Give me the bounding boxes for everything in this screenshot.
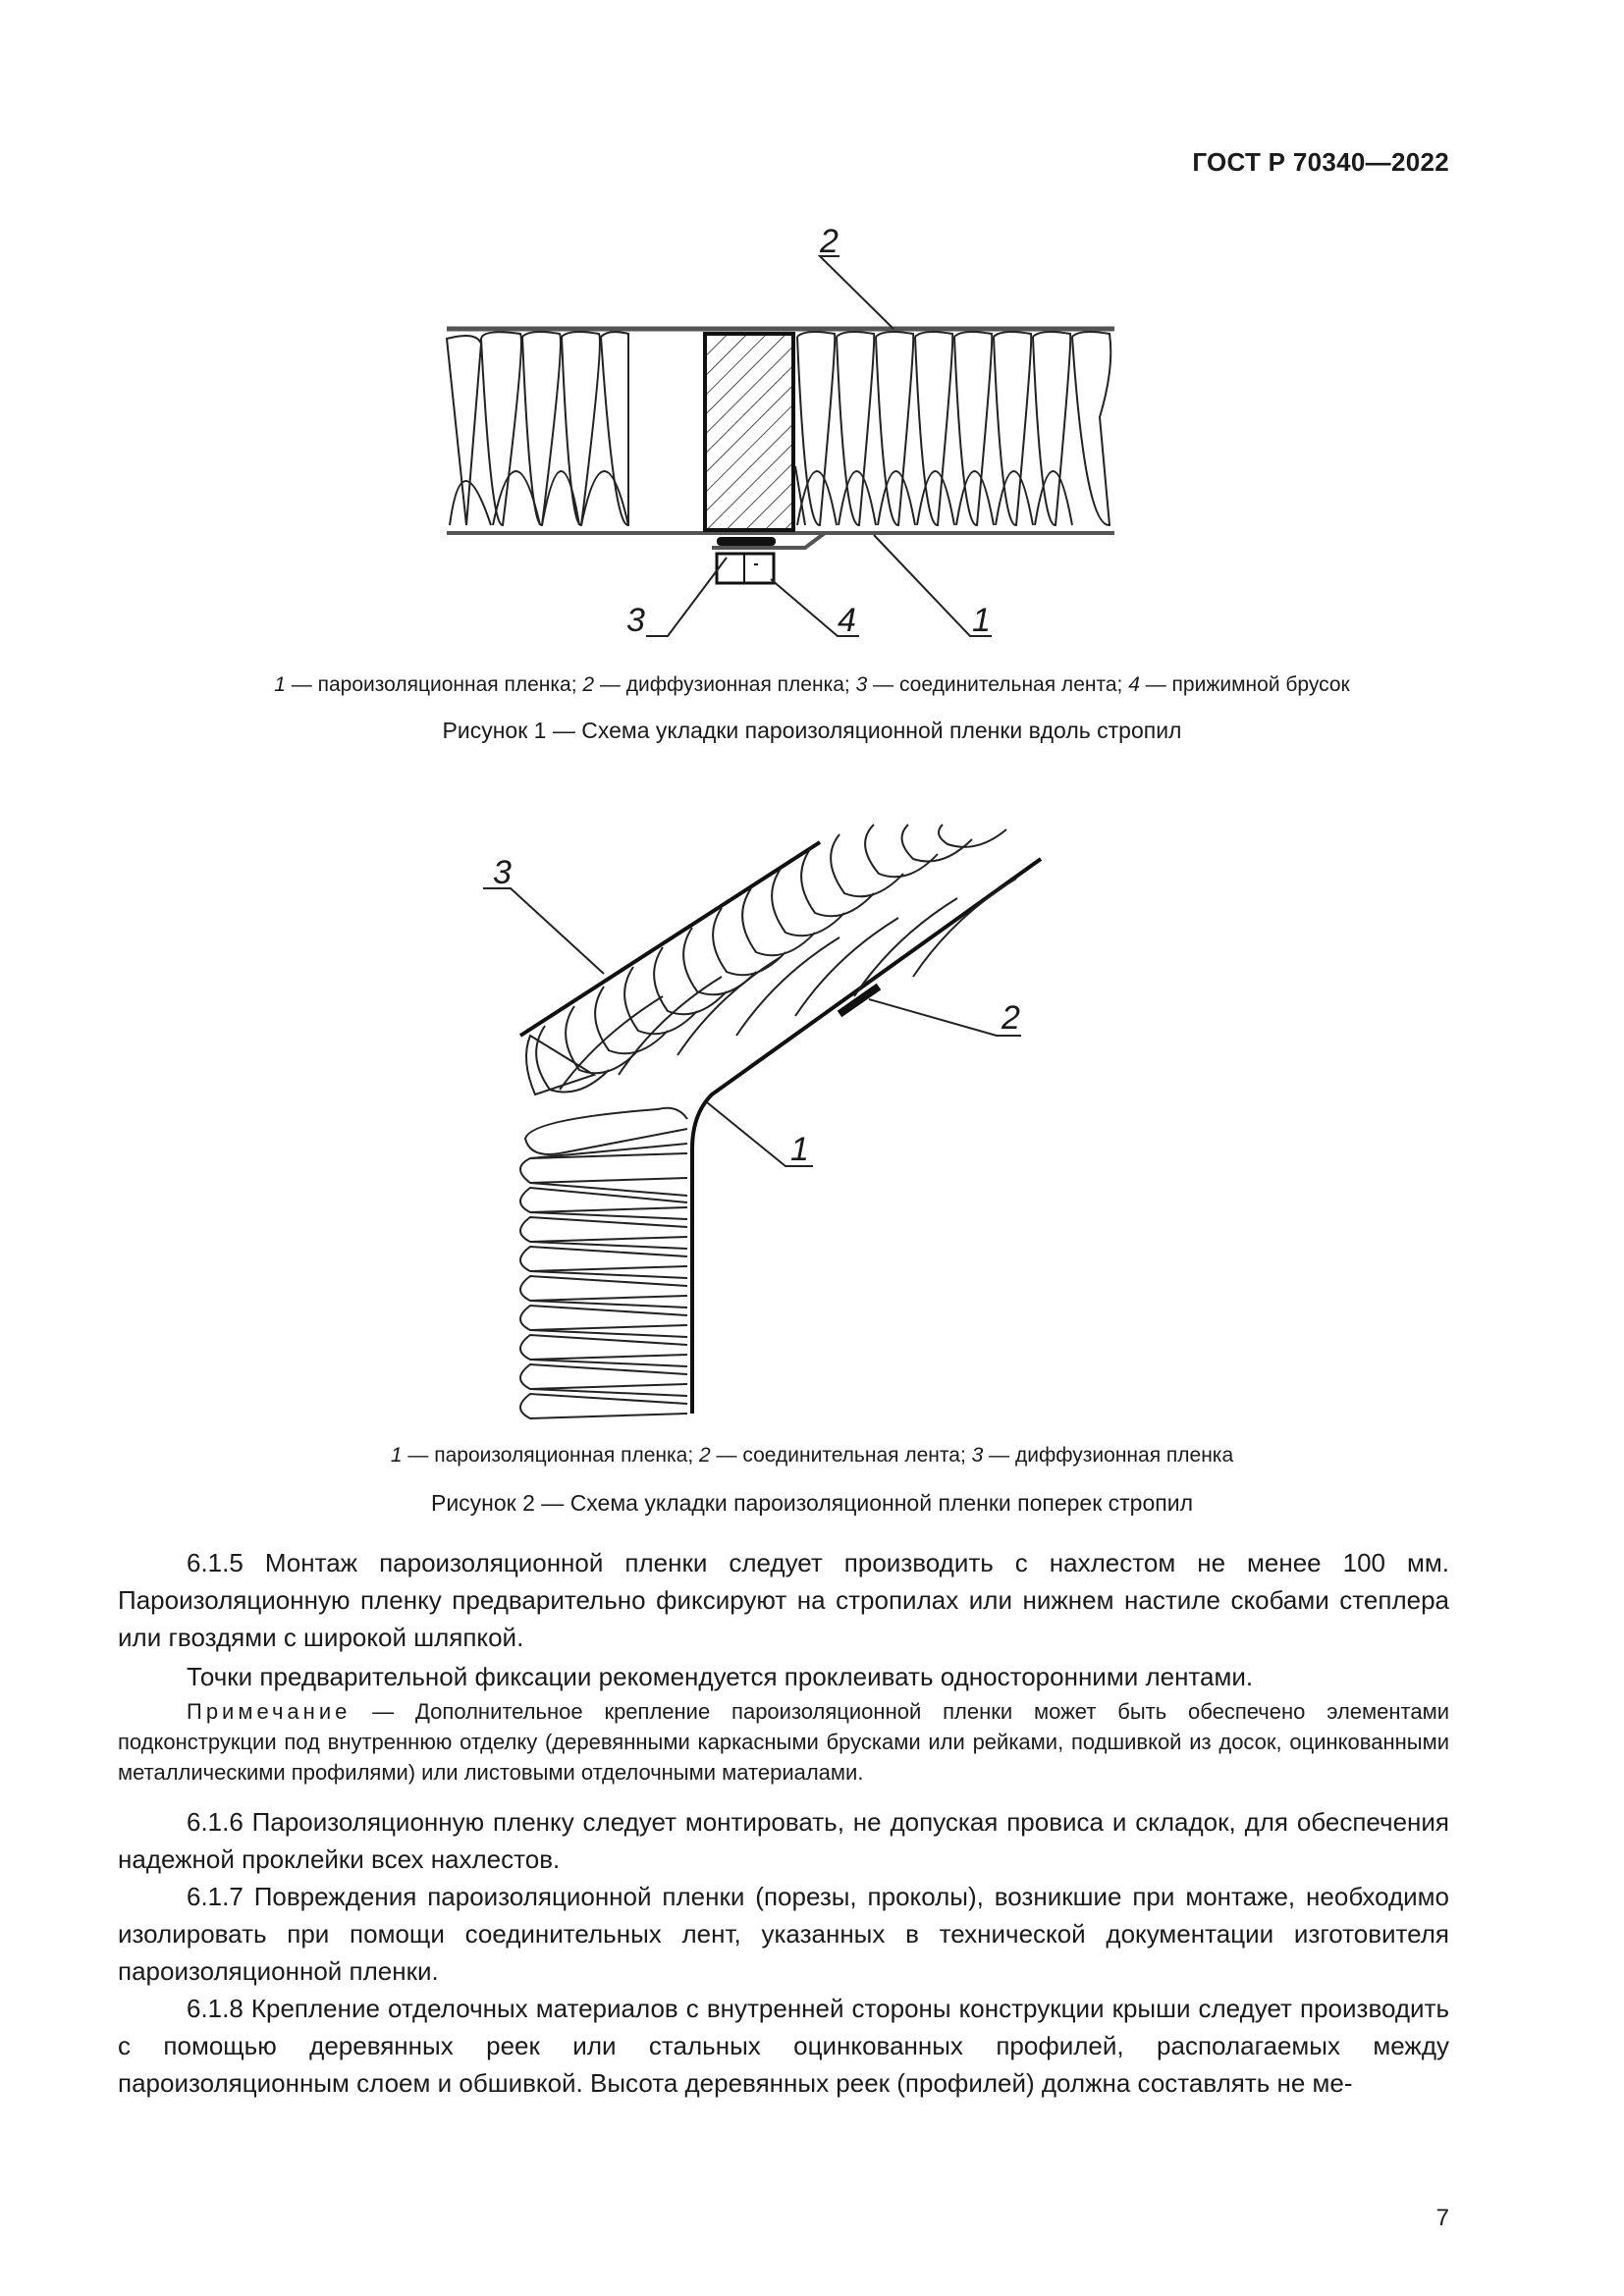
- paragraph-6-1-5: 6.1.5 Монтаж пароизоляционной пленки следует производить с нахлестом не менее 100 мм. Пароизоляционную пленку предварительно фиксируют на стропилах или нижнем настиле скобами степлера или гвоздями с широкой шляпкой.: [118, 1548, 1449, 1652]
- rafter: [705, 334, 793, 530]
- figure-1-caption: Рисунок 1 — Схема укладки пароизоляционной пленки вдоль стропил: [442, 718, 1182, 743]
- connecting-tape: [717, 537, 776, 546]
- figure-2-legend: 1 — пароизоляционная пленка; 2 — соединительная лента; 3 — диффузионная пленка: [390, 1444, 1234, 1467]
- figure-2-caption: Рисунок 2 — Схема укладки пароизоляционной пленки поперек стропил: [430, 1490, 1193, 1516]
- vapor-barrier-film: [692, 859, 1041, 1414]
- callout-4: 4: [838, 602, 856, 639]
- body-text-block-2: [118, 1803, 1449, 2102]
- figure-1-legend: 1 — пароизоляционная пленка; 2 — диффузионная пленка; 3 — соединительная лента; 4 — прижимной брусок: [274, 673, 1350, 696]
- note-label: Примечание: [187, 1699, 352, 1724]
- callout-2: 2: [1001, 999, 1020, 1037]
- insulation-wall: [520, 1108, 687, 1418]
- callout-2: 2: [820, 223, 839, 260]
- callout-1: 1: [972, 602, 991, 639]
- callout-1: 1: [790, 1131, 809, 1168]
- paragraph-fixation: Точки предварительной фиксации рекомендуется проклеивать односторонними лентами.: [187, 1662, 1254, 1691]
- figure-1-diagram: [432, 221, 1139, 653]
- note-block: [118, 1696, 1449, 1788]
- note-text: — Дополнительное крепление пароизоляционной пленки может быть обеспечено элементами подконструкции под внутреннюю отделку (деревянными каркасными брусками или рейками, подшивкой из досок, оцинкованными металлическими профилями) или листовыми отделочными материалами.: [118, 1699, 1449, 1785]
- paragraph-6-1-7: 6.1.7 Повреждения пароизоляционной пленки (порезы, проколы), возникшие при монтаже, необходимо изолировать при помощи соединительных лент, указанных в технической документации изготовителя пароизоляционной пленки.: [118, 1882, 1449, 1986]
- callout-3: 3: [626, 602, 645, 639]
- insulation-left: [447, 332, 628, 525]
- insulation-right: [795, 332, 1110, 525]
- standard-header: ГОСТ Р 70340—2022: [1192, 147, 1449, 177]
- paragraph-6-1-8: 6.1.8 Крепление отделочных материалов с внутренней стороны конструкции крыши следует производить с помощью деревянных реек или стальных оцинкованных профилей, располагаемых между пароизоляционным слоем и обшивкой. Высота деревянных реек (профилей) должна составлять не ме-: [118, 1994, 1449, 2098]
- leader-lines: [646, 256, 992, 636]
- body-text-block-1: [118, 1544, 1449, 1695]
- callout-3: 3: [493, 854, 512, 891]
- page-number: 7: [1435, 2205, 1449, 2231]
- paragraph-6-1-6: 6.1.6 Пароизоляционную пленку следует монтировать, не допуская провиса и складок, для обеспечения надежной проклейки всех нахлестов.: [118, 1807, 1449, 1874]
- figure-2-diagram: [493, 825, 1051, 1433]
